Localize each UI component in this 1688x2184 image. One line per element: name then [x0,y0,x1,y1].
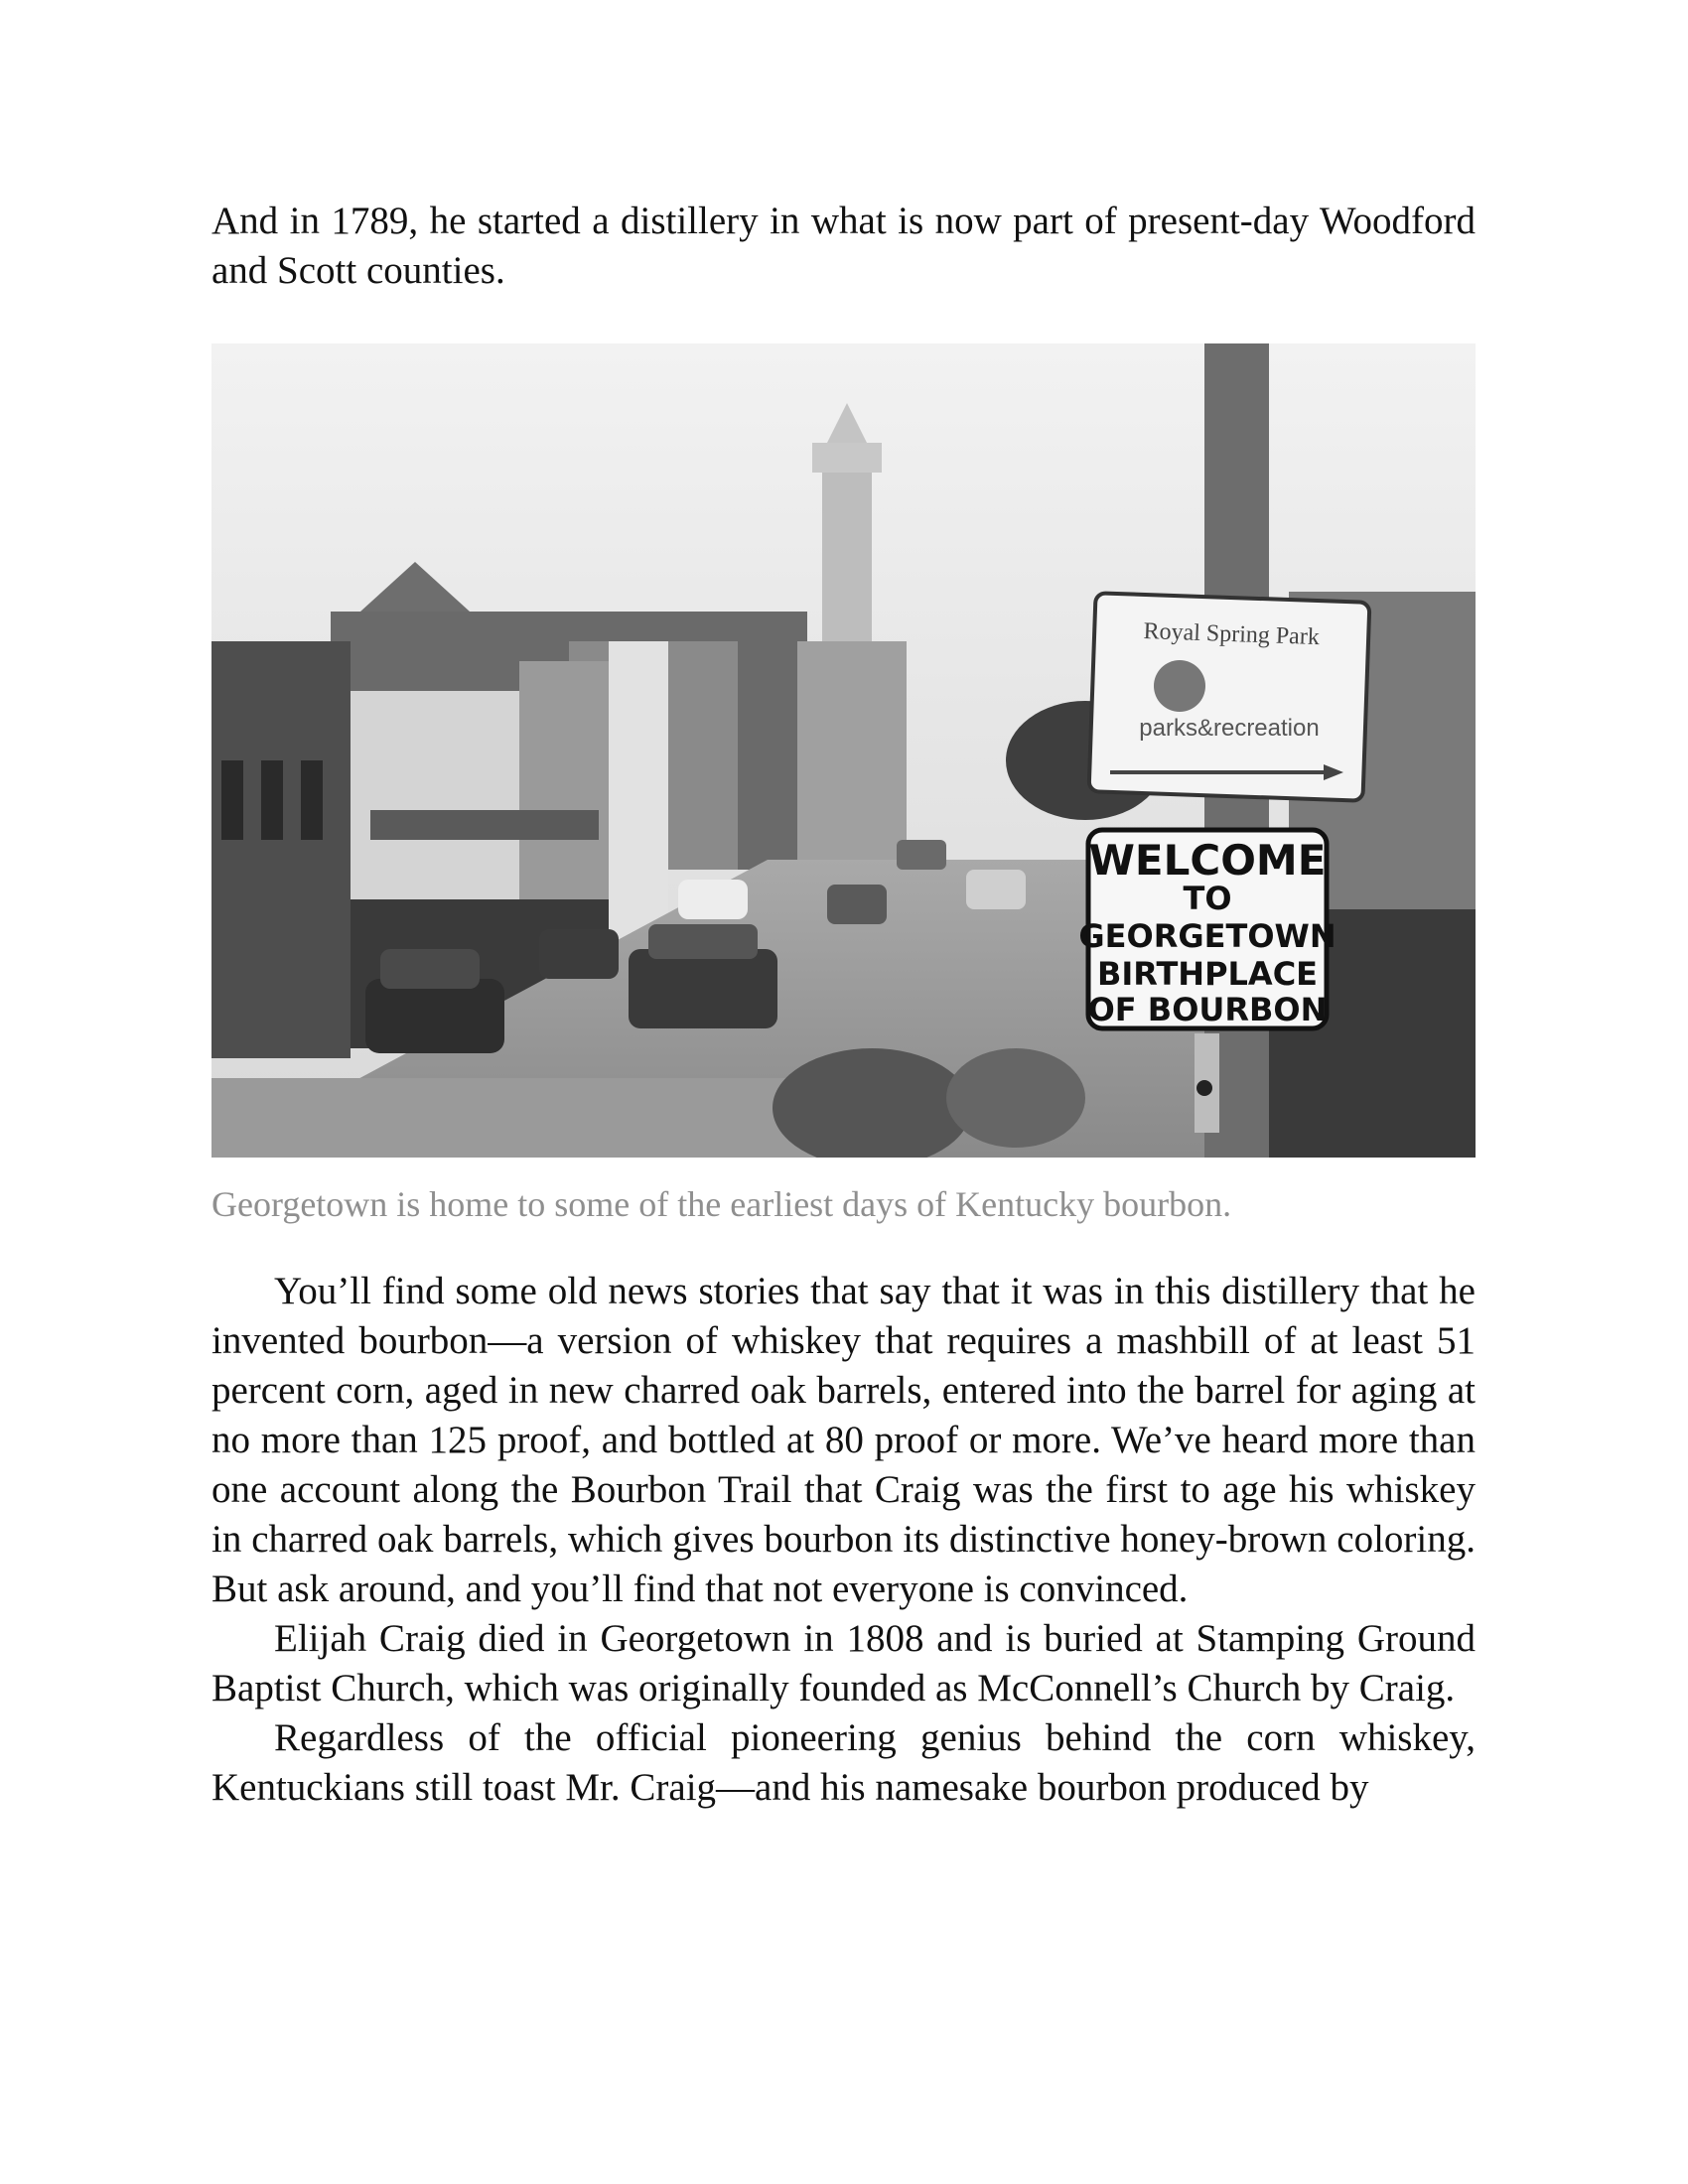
body-paragraph-2: Elijah Craig died in Georgetown in 1808 and is buried at Stamping Ground Baptist Church, which was originally founded as McConnell’s Church by Craig. [211,1617,1476,1709]
welcome-sign-line4: BIRTHPLACE [1096,955,1319,993]
street-photo [211,343,1476,1158]
body-paragraph-1: You’ll find some old news stories that say that it was in this distillery that he invented bourbon—a version of whiskey that requires a mashbill of at least 51 percent corn, aged in new charred oak barrels, entered into the barrel for aging at no more than 125 proof, and bottled at 80 proof or more. We’ve heard more than one account along the Bourbon Trail that Craig was the first to age his whiskey in charred oak barrels, which gives bourbon its distinctive honey-brown coloring. But ask around, and you’ll find that not everyone is convinced. [211,1270,1476,1610]
park-sign-title: Royal Spring Park [1143,617,1321,651]
royal-spring-park-sign [1089,593,1370,801]
welcome-sign-line1: WELCOME [1088,836,1327,885]
street-photo-graphic [211,343,1476,1158]
body-paragraph-3: Regardless of the official pioneering genius behind the corn whiskey, Kentuckians still toast Mr. Craig—and his namesake bourbon produced by [211,1716,1476,1809]
page-content [211,197,1476,1813]
welcome-sign [1078,830,1336,1028]
intro-paragraph: And in 1789, he started a distillery in what is now part of present-day Woodford and Scott counties. [211,200,1476,292]
park-sign-subtitle: parks&recreation [1139,715,1320,742]
photo-caption: Georgetown is home to some of the earliest days of Kentucky bourbon. [211,1184,1232,1224]
welcome-sign-line2: TO [1183,880,1232,917]
welcome-sign-line5: OF BOURBON [1087,991,1328,1028]
welcome-sign-line3: GEORGETOWN [1078,917,1336,955]
